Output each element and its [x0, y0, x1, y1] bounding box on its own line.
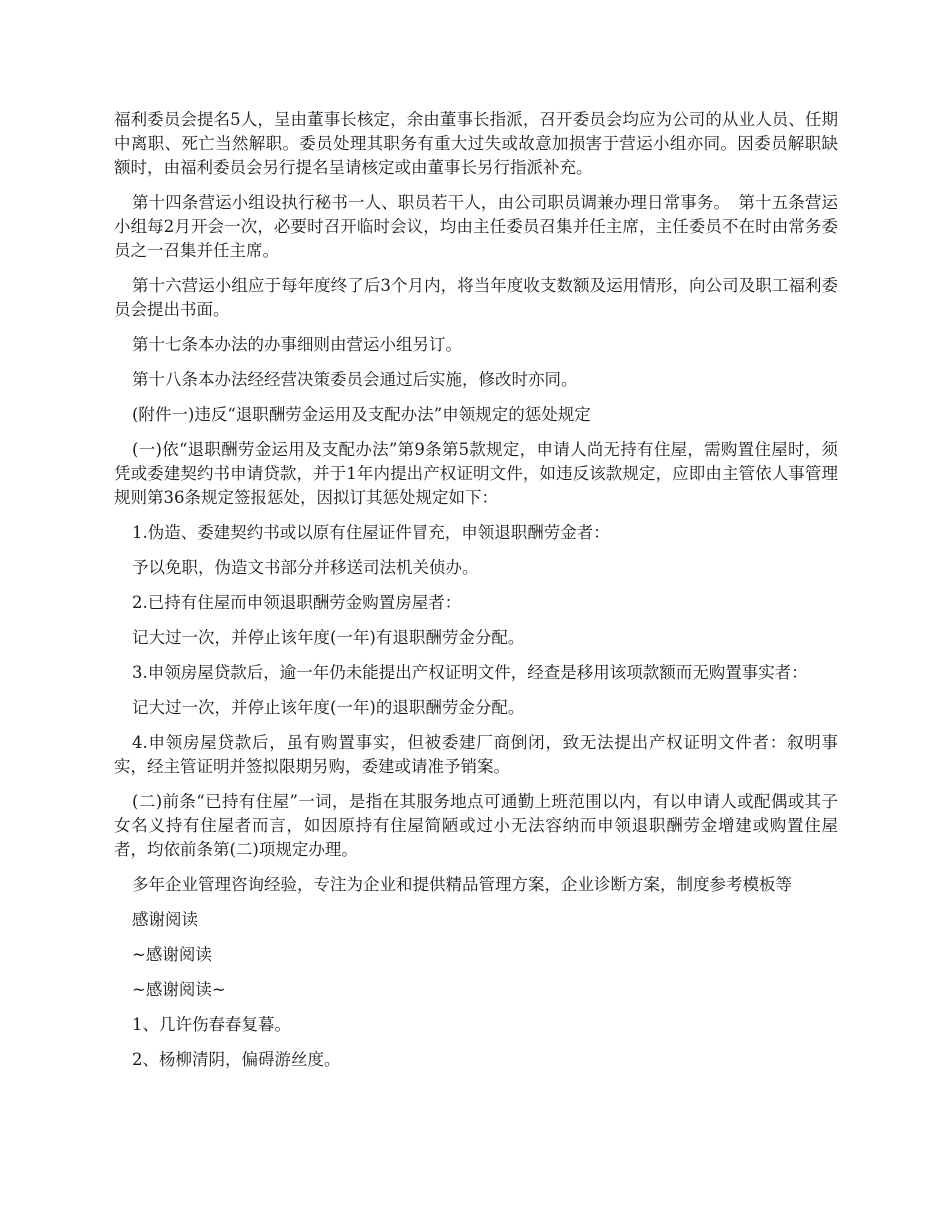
- paragraph-promo: 多年企业管理咨询经验，专注为企业和提供精品管理方案，企业诊断方案，制度参考模板等: [132, 875, 792, 894]
- paragraph-poem-2: 2、杨柳清阴，偏碍游丝度。: [132, 1050, 341, 1069]
- paragraph-article-17: 第十七条本办法的办事细则由营运小组另订。: [132, 335, 462, 354]
- paragraph-item-2-penalty: 记大过一次，并停止该年度(一年)有退职酬劳金分配。: [132, 628, 525, 647]
- paragraph-poem-1: 1、几许伤春春复暮。: [132, 1015, 291, 1034]
- paragraph-item-1: 1.伪造、委建契约书或以原有住屋证件冒充，申领退职酬劳金者：: [132, 523, 610, 542]
- paragraph-article-18: 第十八条本办法经经营决策委员会通过后实施，修改时亦同。: [132, 370, 578, 389]
- paragraph-item-2: 2.已持有住屋而申领退职酬劳金购置房屋者：: [132, 593, 462, 612]
- document-body: [114, 108, 838, 1083]
- paragraph-appendix-title: (附件一)违反“退职酬劳金运用及支配办法”申领规定的惩处规定: [132, 405, 591, 424]
- paragraph-item-4: 4.申领房屋贷款后，虽有购置事实，但被委建厂商倒闭，致无法提出产权证明文件者：叙明事实，经主管证明并签拟限期另购，委建或请准予销案。: [114, 733, 838, 776]
- paragraph-item-1-penalty: 予以免职，伪造文书部分并移送司法机关侦办。: [132, 558, 479, 577]
- paragraph-section-1: (一)依“退职酬劳金运用及支配办法”第9条第5款规定，申请人尚无持有住屋，需购置住屋时，须凭或委建契约书申请贷款，并于1年内提出产权证明文件，如违反该款规定，应即由主管依人事管理规则第36条规定签报惩处，因拟订其惩处规定如下：: [114, 440, 838, 507]
- paragraph-item-3: 3.申领房屋贷款后，逾一年仍未能提出产权证明文件，经查是移用该项款额而无购置事实者：: [132, 663, 808, 682]
- paragraph-committee-nomination: 福利委员会提名5人，呈由董事长核定，余由董事长指派，召开委员会均应为公司的从业人员、任期中离职、死亡当然解职。委员处理其职务有重大过失或故意加损害于营运小组亦同。因委员解职缺额时，由福利委员会另行提名呈请核定或由董事长另行指派补充。: [114, 110, 838, 177]
- paragraph-thanks-1: 感谢阅读: [132, 910, 198, 929]
- paragraph-article-16: 第十六营运小组应于每年度终了后3个月内，将当年度收支数额及运用情形，向公司及职工福利委员会提出书面。: [114, 276, 838, 319]
- paragraph-article-14-15: 第十四条营运小组设执行秘书一人、职员若干人，由公司职员调兼办理日常事务。 第十五条营运小组每2月开会一次，必要时召开临时会议，均由主任委员召集并任主席，主任委员不在时由常务委员之一召集并任主席。: [114, 193, 838, 260]
- paragraph-item-3-penalty: 记大过一次，并停止该年度(一年)的退职酬劳金分配。: [132, 698, 525, 717]
- paragraph-section-2: (二)前条“已持有住屋”一词，是指在其服务地点可通勤上班范围以内，有以申请人或配偶或其子女名义持有住屋者而言，如因原持有住屋简陋或过小无法容纳而申领退职酬劳金增建或购置住屋者，均依前条第(二)项规定办理。: [114, 792, 838, 859]
- paragraph-thanks-3: ~感谢阅读~: [132, 980, 226, 999]
- paragraph-thanks-2: ~感谢阅读: [132, 945, 212, 964]
